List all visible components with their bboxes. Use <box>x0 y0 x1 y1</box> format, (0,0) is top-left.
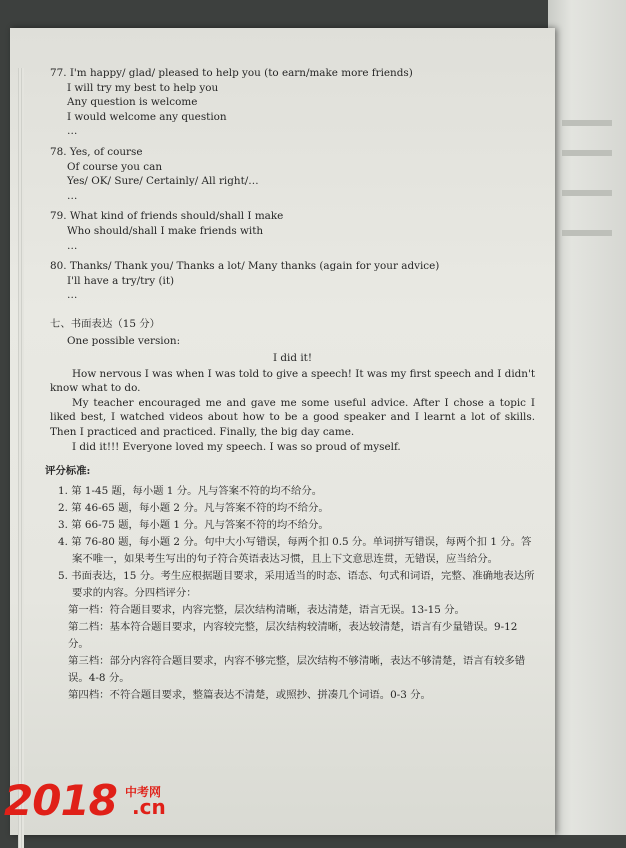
essay-paragraph: My teacher encouraged me and gave me some useful advice. After I chose a topic I liked best, I watched videos about how to be a good speaker and I learnt a lot of skills. Then I practiced and practiced. Finally, the big day came. <box>50 396 535 439</box>
grade-level: 第一档：符合题目要求，内容完整，层次结构清晰，表达清楚，语言无误。13-15 分。 <box>68 603 465 616</box>
answer-77 <box>50 66 535 139</box>
answer-line: I'll have a try/try (it) <box>67 274 175 287</box>
criteria-item: 2. 第 46-65 题，每小题 2 分。凡与答案不符的均不给分。 <box>58 501 329 514</box>
grade-level: 第三档：部分内容符合题目要求，内容不够完整，层次结构不够清晰，表达不够清楚，语言有较多错误。4-8 分。 <box>68 654 526 684</box>
answer-line: I will try my best to help you <box>67 81 219 94</box>
adjacent-page <box>548 0 626 835</box>
page-stack-edge <box>18 68 24 848</box>
criteria-item: 5. 书面表达，15 分。考生应根据题目要求，采用适当的时态、语态、句式和词语，完整、准确地表达所要求的内容。分四档评分： <box>58 569 535 599</box>
criteria-item: 4. 第 76-80 题，每小题 2 分。句中大小写错误，每两个扣 0.5 分。单词拼写错误，每两个扣 1 分。答案不唯一，如果考生写出的句子符合英语表达习惯，且上下文意思连贯，无错误，应当给分。 <box>58 535 532 565</box>
watermark-number: 2018 <box>4 776 117 825</box>
answer-key-content <box>45 66 536 704</box>
answer-line: Yes/ OK/ Sure/ Certainly/ All right/… <box>67 175 259 188</box>
answer-line: Of course you can <box>67 160 163 173</box>
watermark-domain: .cn <box>132 795 166 819</box>
answer-79 <box>50 209 535 253</box>
answer-line: Any question is welcome <box>67 96 198 109</box>
answer-line: 78. Yes, of course <box>50 145 143 158</box>
answer-line: … <box>67 289 78 302</box>
writing-intro: One possible version: <box>67 334 181 347</box>
answer-line: 80. Thanks/ Thank you/ Thanks a lot/ Many thanks (again for your advice) <box>50 260 440 273</box>
criteria-item: 1. 第 1-45 题，每小题 1 分。凡与答案不符的均不给分。 <box>58 484 323 497</box>
answer-line: … <box>67 125 78 138</box>
site-watermark-logo <box>0 777 200 825</box>
answer-line: 77. I'm happy/ glad/ pleased to help you (to earn/make more friends) <box>50 67 413 79</box>
answer-line: … <box>67 189 78 202</box>
answer-line: … <box>67 239 78 252</box>
criteria-title: 评分标准: <box>45 465 91 478</box>
answer-line: Who should/shall I make friends with <box>67 224 264 237</box>
answer-line: I would welcome any question <box>67 110 227 123</box>
answer-80 <box>50 259 535 303</box>
answer-line: 79. What kind of friends should/shall I make <box>50 210 284 223</box>
criteria-item: 3. 第 66-75 题，每小题 1 分。凡与答案不符的均不给分。 <box>58 518 329 531</box>
grade-level: 第二档：基本符合题目要求，内容较完整，层次结构较清晰，表达较清楚，语言有少量错误。9-12 分。 <box>68 620 518 650</box>
writing-heading: 七、书面表达（15 分） <box>50 317 161 330</box>
essay-paragraph: I did it!!! Everyone loved my speech. I was so proud of myself. <box>72 440 401 453</box>
essay-paragraph: How nervous I was when I was told to give a speech! It was my first speech and I didn't know what to do. <box>50 367 536 395</box>
criteria-list <box>50 483 535 704</box>
watermark-site-name: 中考网 <box>125 785 162 799</box>
grade-level: 第四档：不符合题目要求，整篇表达不清楚，或照抄、拼凑几个词语。0-3 分。 <box>68 688 431 701</box>
essay-title: I did it! <box>272 352 312 365</box>
answer-78 <box>50 145 535 203</box>
